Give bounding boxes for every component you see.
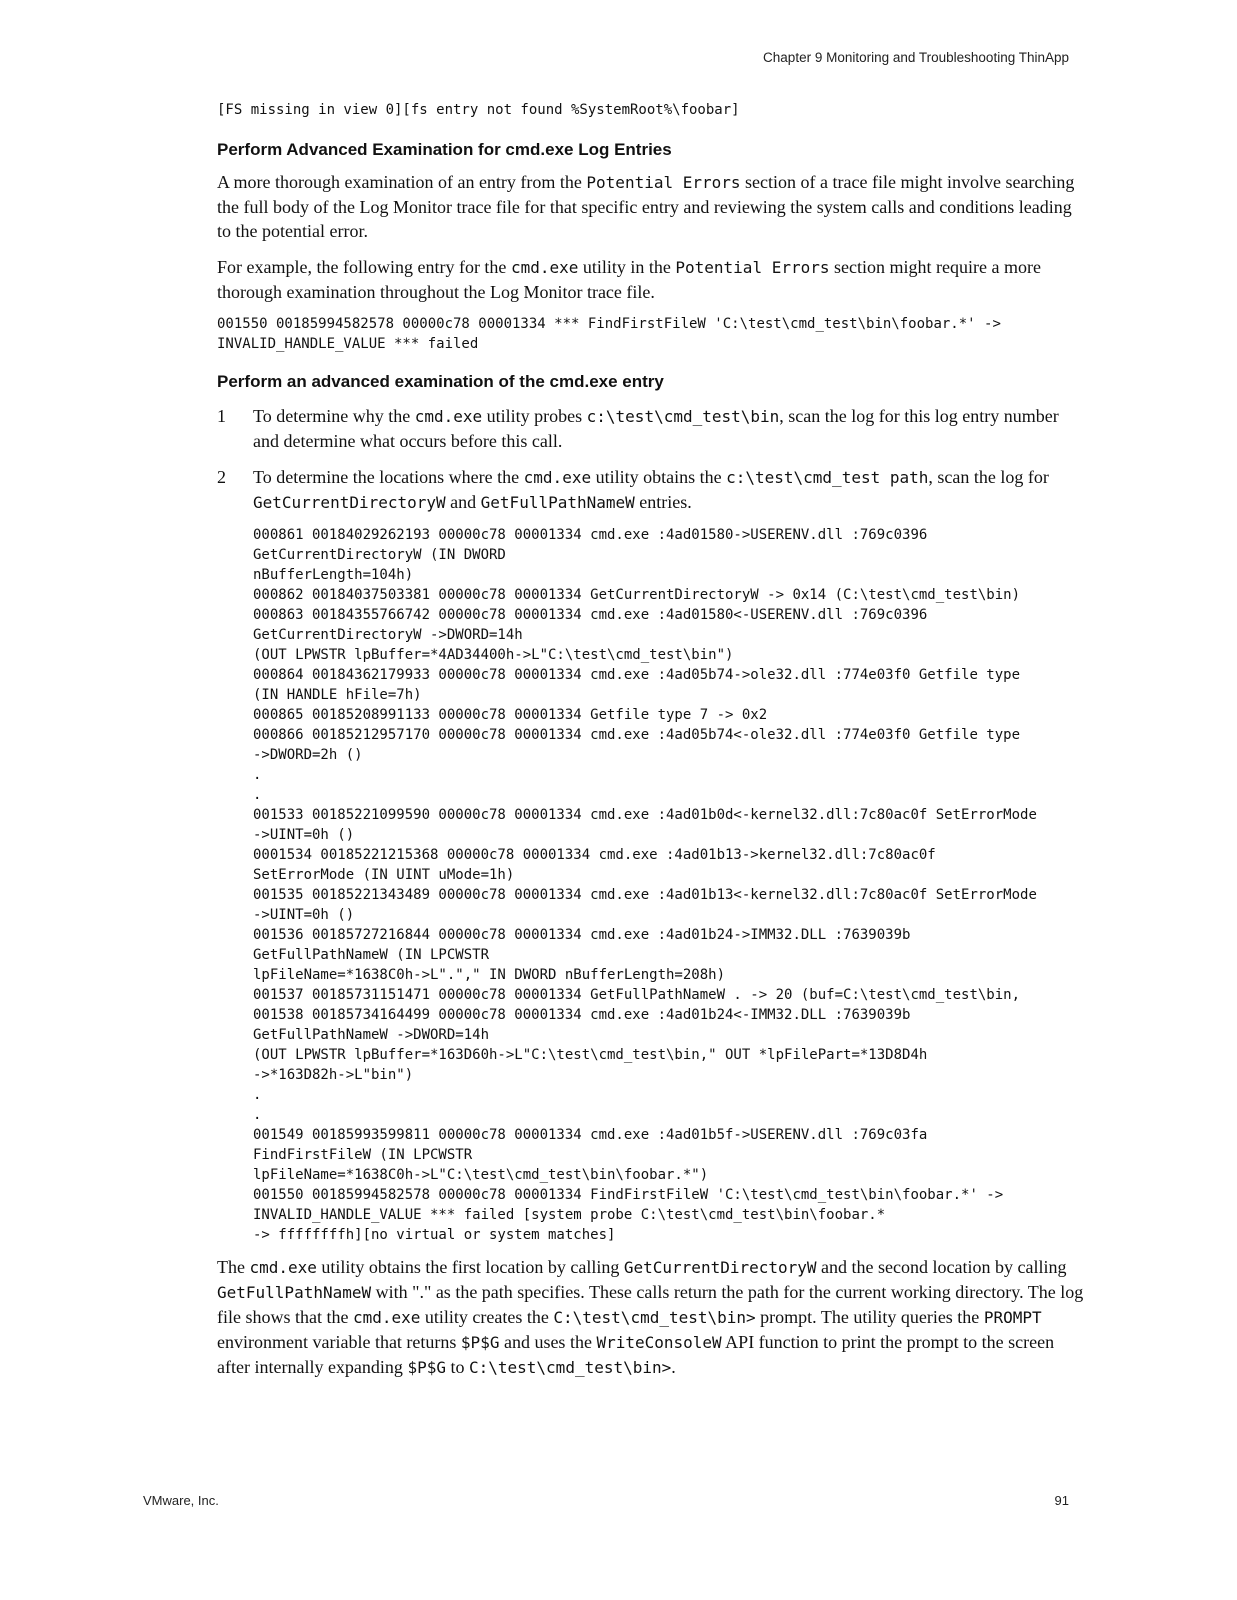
code-block-log-trace: 000861 00184029262193 00000c78 00001334 cmd.exe :4ad01580->USERENV.dll :769c0396 GetCurrentDirectoryW (IN DWORD nBufferLength=104h) 000862 00184037503381 00000c78 00001334 GetCurrentDirectoryW -> 0x14 (C:\test\cmd_test\bin) 000863 00184355766742 00000c78 00001334 cmd.exe :4ad01580<-USERENV.dll :769c0396 GetCurrentDirectoryW ->DWORD=14h (OUT LPWSTR lpBuffer=*4AD34400h->L"C:\test\cmd_test\bin") 000864 00184362179933 00000c78 00001334 cmd.exe :4ad05b74->ole32.dll :774e03f0 Getfile type (IN HANDLE hFile=7h) 000865 00185208991133 00000c78 00001334 Getfile type 7 -> 0x2 000866 00185212957170 00000c78 00001334 cmd.exe :4ad05b74<-ole32.dll :774e03f0 Getfile type ->DWORD=2h () . . 001533 00185221099590 00000c78 00001334 cmd.exe :4ad01b0d<-kernel32.dll:7c80ac0f SetErrorMode ->UINT=0h () 0001534 00185221215368 00000c78 00001334 cmd.exe :4ad01b13->kernel32.dll:7c80ac0f SetErrorMode (IN UINT uMode=1h) 001535 00185221343489 00000c78 00001334 cmd.exe :4ad01b13<-kernel32.dll:7c80ac0f SetErrorMode ->UINT=0h () 001536 00185727216844 00000c78 00001334 cmd.exe :4ad01b24->IMM32.DLL :7639039b GetFullPathNameW (IN LPCWSTR lpFileName=*1638C0h->L"."," IN DWORD nBufferLength=208h) 001537 00185731151471 00000c78 00001334 GetFullPathNameW . -> 20 (buf=C:\test\cmd_test\bin, 001538 00185734164499 00000c78 00001334 cmd.exe :4ad01b24<-IMM32.DLL :7639039b GetFullPathNameW ->DWORD=14h (OUT LPWSTR lpBuffer=*163D60h->L"C:\test\cmd_test\bin," OUT *lpFilePart=*13D8D4h ->*163D82h->L"bin") . . 001549 00185993599811 00000c78 00001334 cmd.exe :4ad01b5f->USERENV.dll :769c03fa FindFirstFileW (IN LPCWSTR lpFileName=*1638C0h->L"C:\test\cmd_test\bin\foobar.*") 001550 00185994582578 00000c78 00001334 FindFirstFileW 'C:\test\cmd_test\bin\foobar.*' -> INVALID_HANDLE_VALUE *** failed [system probe C:\test\cmd_test\bin\foobar.* -> ffffffffh][no virtual or system matches] [253,527,1037,1243]
step-number: 1 [217,406,226,426]
section-heading-advanced-examination: Perform Advanced Examination for cmd.exe Log Entries [217,140,672,159]
code-block-find-first-file: 001550 00185994582578 00000c78 00001334 *** FindFirstFileW 'C:\test\cmd_test\bin\foobar.*' -> INVALID_HANDLE_VALUE *** failed [217,316,1001,352]
paragraph-thorough-examination: A more thorough examination of an entry from the Potential Errors section of a trace file might involve searching the full body of the Log Monitor trace file for that specific entry and reviewing the system calls and conditions leading to the potential error. [217,172,1075,241]
procedure-heading: Perform an advanced examination of the cmd.exe entry [217,372,664,391]
step-text: To determine why the cmd.exe utility probes c:\test\cmd_test\bin, scan the log for this log entry number and determine what occurs before this call. [253,406,1059,451]
footer-page-number: 91 [1054,1493,1069,1508]
procedure-steps [217,404,1087,515]
step-text: To determine the locations where the cmd.exe utility obtains the c:\test\cmd_test path, scan the log for GetCurrentDirectoryW and GetFullPathNameW entries. [253,467,1049,512]
page-content [217,100,1087,1380]
running-header: Chapter 9 Monitoring and Troubleshooting ThinApp [763,50,1069,65]
paragraph-closing-explanation: The cmd.exe utility obtains the first location by calling GetCurrentDirectoryW and the second location by calling GetFullPathNameW with "." as the path specifies. These calls return the path for the current working directory. The log file shows that the cmd.exe utility creates the C:\test\cmd_test\bin> prompt. The utility queries the PROMPT environment variable that returns $P$G and uses the WriteConsoleW API function to print the prompt to the screen after internally expanding $P$G to C:\test\cmd_test\bin>. [217,1257,1084,1377]
footer-company: VMware, Inc. [143,1493,219,1508]
code-block-fs-missing: [FS missing in view 0][fs entry not found %SystemRoot%\foobar] [217,102,740,118]
procedure-step-1 [217,404,1087,453]
step-number: 2 [217,467,226,487]
paragraph-for-example: For example, the following entry for the cmd.exe utility in the Potential Errors section might require a more thorough examination throughout the Log Monitor trace file. [217,257,1041,302]
procedure-step-2 [217,465,1087,515]
